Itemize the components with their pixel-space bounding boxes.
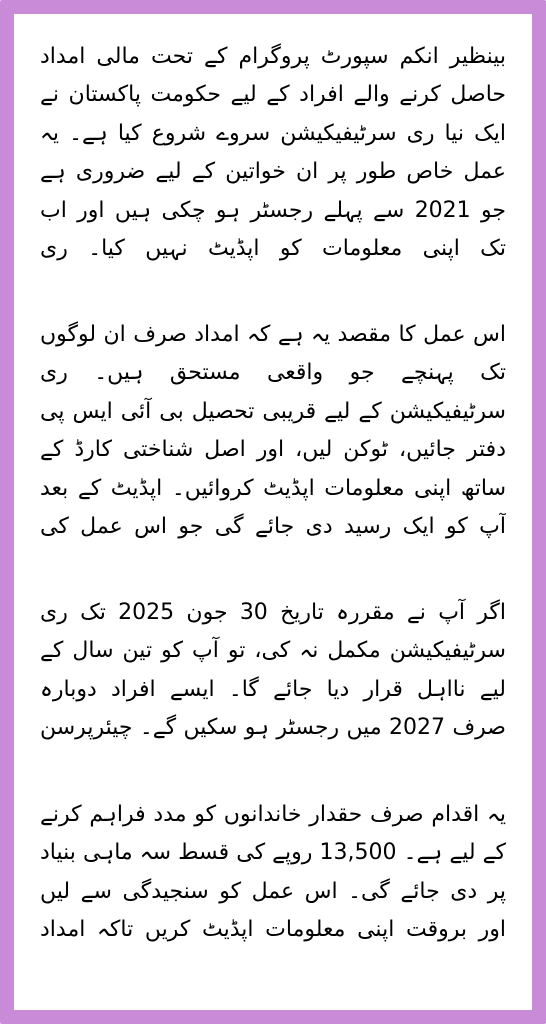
paragraph-text: یہ اقدام صرف حقدار خاندانوں کو مدد فراہم کرنے کے لیے ہے۔ 13,500 روپے کی قسط سہ ماہی بنیاد پر دی جائے گی۔ اس عمل کو سنجیدگی سے لیں اور بروقت اپنی معلومات اپڈیٹ کریں تاکہ امداد <box>40 802 506 943</box>
paragraph-text: اس عمل کا مقصد یہ ہے کہ امداد صرف ان لوگوں تک پہنچے جو واقعی مستحق ہیں۔ ری سرٹیفیکیشن کے لیے قریبی تحصیل بی آئی ایس پی دفتر جائیں، ٹوکن لیں، اور اصل شناختی کارڈ کے ساتھ اپنی معلومات اپڈیٹ کروائیں۔ اپڈیٹ کے بعد آپ کو ایک رسید دی جائے گی جو اس عمل کی <box>40 322 506 540</box>
paragraph-recertification-process <box>40 316 506 546</box>
paragraph-text: اگر آپ نے مقررہ تاریخ 30 جون 2025 تک ری سرٹیفیکیشن مکمل نہ کی، تو آپ کو تین سال کے لیے نااہل قرار دیا جائے گا۔ ایسے افراد دوبارہ صرف 2027 میں رجسٹر ہو سکیں گے۔ چیئرپرسن <box>40 600 506 741</box>
paragraph-registration-survey <box>40 38 506 268</box>
paragraph-deadline-warning <box>40 594 506 748</box>
paragraph-installment-info <box>40 796 506 950</box>
paragraph-text: بینظیر انکم سپورٹ پروگرام کے تحت مالی امداد حاصل کرنے والے افراد کے لیے حکومت پاکستان نے ایک نیا ری سرٹیفیکیشن سروے شروع کیا ہے۔ یہ عمل خاص طور پر ان خواتین کے لیے ضروری ہے جو 2021 سے پہلے رجسٹر ہو چکی ہیں اور اب تک اپنی معلومات کو اپڈیٹ نہیں کیا۔ ری <box>40 44 506 262</box>
